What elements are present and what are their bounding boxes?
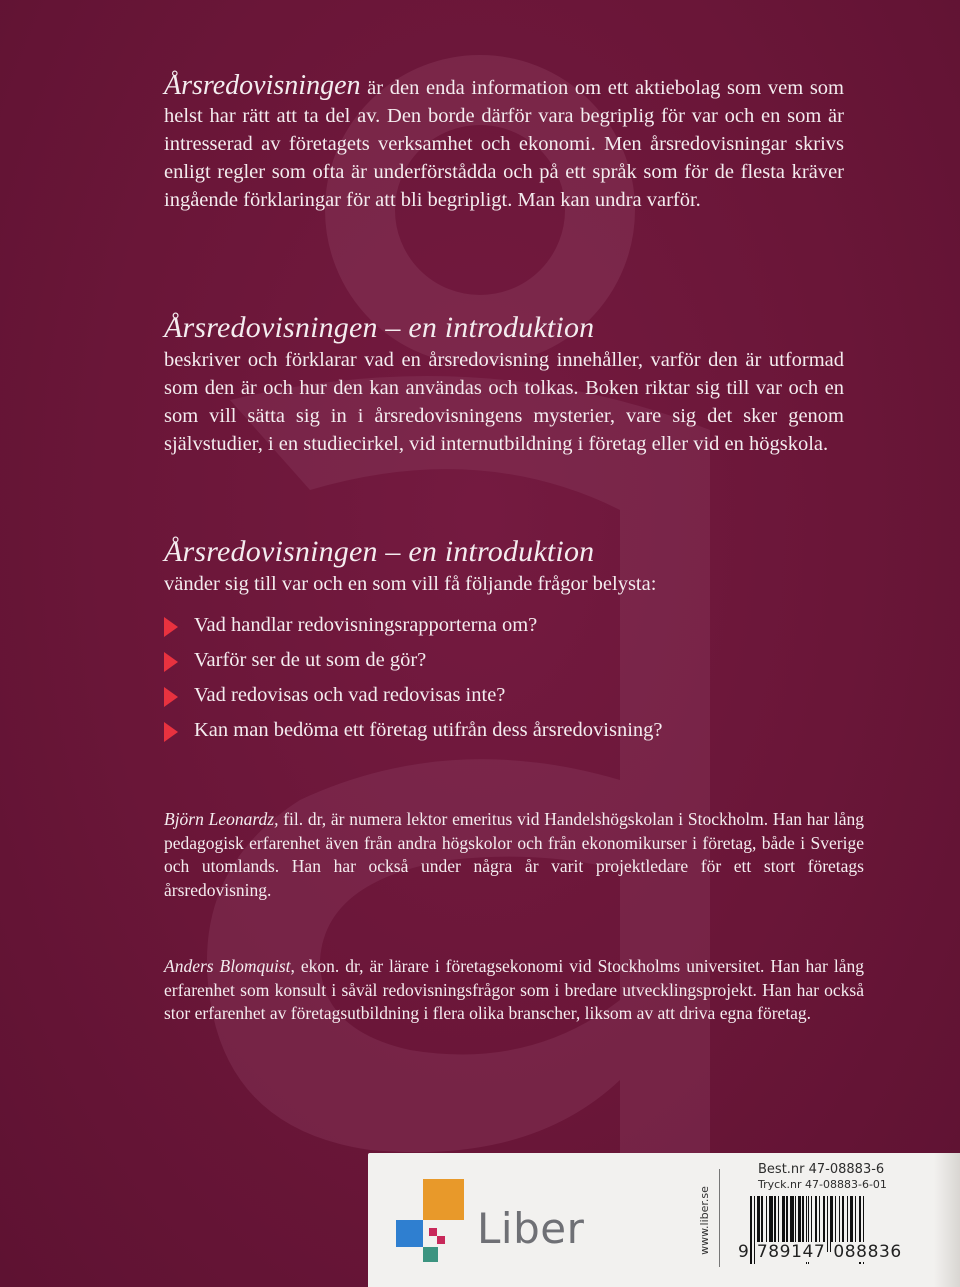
isbn-number: 9 789147 088836 xyxy=(738,1242,902,1262)
red-arrow-bullet-icon xyxy=(164,617,178,637)
intro-section xyxy=(164,72,844,214)
publisher-label xyxy=(368,1153,960,1287)
author-bio-blomquist: Anders Blomquist, ekon. dr, är lärare i företagsekonomi vid Stockholms universitet. Han har lång erfarenhet som konsult i såväl redovisningsfrågor som i bredare utvecklingsprojekt. Han har också stor erfarenhet av företagsutbildning i flera olika branscher, liksom av att driva egna företag. xyxy=(164,956,864,1023)
red-arrow-bullet-icon xyxy=(164,687,178,707)
author-name: Anders Blomquist xyxy=(164,956,291,976)
section-heading: Årsredovisningen – en introduktion xyxy=(164,535,595,568)
logo-pink-square-icon xyxy=(437,1236,445,1244)
list-item: Vad redovisas och vad redovisas inte? xyxy=(164,678,663,713)
section-heading: Årsredovisningen – en introduktion xyxy=(164,311,595,344)
logo-orange-square-icon xyxy=(423,1179,464,1220)
list-item: Vad handlar redovisningsrapporterna om? xyxy=(164,608,663,643)
questions-list xyxy=(164,608,663,748)
isbn-barcode xyxy=(738,1196,920,1266)
liber-logo xyxy=(396,1179,596,1265)
intro-lead-title: Årsredovisningen xyxy=(164,70,361,101)
red-arrow-bullet-icon xyxy=(164,722,178,742)
author-bio-leonardz: Björn Leonardz, fil. dr, är numera lektor emeritus vid Handelshögskolan i Stockholm. Han har lång pedagogisk erfarenhet även från andra högskolor och från ekonomikurser i företag, både i Sverige och utomlands. Han har också under några år varit projektledare för ett stort företags årsredovisning. xyxy=(164,809,864,900)
description-paragraph: beskriver och förklarar vad en årsredovisning innehåller, varför den är utformad som den är och hur den kan användas och tolkas. Boken riktar sig till var och en som vill sätta sig in i årsredovisningens mysterier, vare sig det sker genom självstudier, i en studiecirkel, vid internutbildning i företag eller vid en högskola. xyxy=(164,349,844,455)
list-item: Kan man bedöma ett företag utifrån dess årsredovisning? xyxy=(164,713,663,748)
questions-intro: vänder sig till var och en som vill få följande frågor belysta: xyxy=(164,573,657,595)
intro-text: är den enda information om ett aktiebolag som vem som helst har rätt att ta del av. Den borde därför vara begriplig för var och en som är intresserad av företagets verksamhet och ekonomi. Men årsredovisningar skrivs enligt regler som ofta är underförstådda och på ett språk som för de flesta kräver ingående förklaringar för att bli begripligt. Man kan undra varför. xyxy=(164,77,844,211)
logo-teal-square-icon xyxy=(423,1247,438,1262)
tryck-nr: Tryck.nr 47-08883-6-01 xyxy=(758,1178,887,1191)
logo-blue-square-icon xyxy=(396,1220,423,1247)
questions-section xyxy=(164,534,663,748)
author-name: Björn Leonardz, xyxy=(164,809,279,829)
list-item: Varför ser de ut som de gör? xyxy=(164,643,663,678)
red-arrow-bullet-icon xyxy=(164,652,178,672)
product-codes xyxy=(728,1161,928,1266)
best-nr: Best.nr 47-08883-6 xyxy=(758,1162,885,1177)
publisher-name: Liber xyxy=(477,1204,585,1253)
intro-paragraph xyxy=(164,72,844,214)
logo-pink-square-icon xyxy=(429,1228,437,1236)
description-section xyxy=(164,310,844,458)
publisher-url[interactable]: www.liber.se xyxy=(697,1185,711,1255)
label-divider xyxy=(719,1169,720,1267)
